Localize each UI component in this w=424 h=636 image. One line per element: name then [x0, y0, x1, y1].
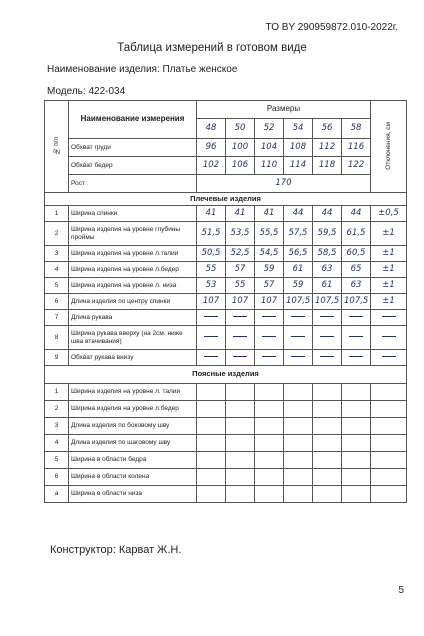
value-cell: 104 [255, 139, 284, 157]
measurement-name: Ширина изделия на уровне л. низа [69, 278, 197, 294]
measurement-name: Ширина в области низа [69, 486, 197, 503]
height-value: 170 [197, 175, 371, 193]
dash-mark [291, 336, 305, 337]
value-cell [284, 486, 313, 503]
value-cell: 58,5 [313, 246, 342, 262]
value-cell: 61 [313, 278, 342, 294]
value-cell [313, 310, 342, 326]
row-number: 3 [45, 418, 69, 435]
value-cell: 59,5 [313, 222, 342, 246]
value-cell: 110 [255, 157, 284, 175]
measurement-name: Ширина в области бедра [69, 452, 197, 469]
dash-mark [291, 316, 305, 317]
value-cell [255, 310, 284, 326]
value-cell: 51,5 [197, 222, 226, 246]
value-cell: 107,5 [342, 294, 371, 310]
size-cell: 56 [313, 119, 342, 139]
value-cell [284, 350, 313, 366]
value-cell: 41 [197, 206, 226, 222]
value-cell: 116 [342, 139, 371, 157]
dash-mark [320, 336, 334, 337]
value-cell [197, 418, 226, 435]
value-cell [313, 486, 342, 503]
value-cell [342, 384, 371, 401]
value-cell: 60,5 [342, 246, 371, 262]
value-cell [284, 469, 313, 486]
value-cell: 107 [226, 294, 255, 310]
table-row [45, 222, 407, 246]
value-cell: 114 [284, 157, 313, 175]
size-cell: 50 [226, 119, 255, 139]
value-cell [226, 486, 255, 503]
table-row [45, 486, 407, 503]
value-cell [255, 435, 284, 452]
table-row [45, 418, 407, 435]
row-number: 5 [45, 452, 69, 469]
measurement-name: Длина рукава [69, 310, 197, 326]
value-cell: 108 [284, 139, 313, 157]
value-cell [255, 326, 284, 350]
measurement-name: Обхват рукава внизу [69, 350, 197, 366]
dash-mark [204, 316, 218, 317]
value-cell: 41 [255, 206, 284, 222]
value-cell [284, 326, 313, 350]
value-cell [255, 418, 284, 435]
dash-mark [291, 356, 305, 357]
value-cell [197, 486, 226, 503]
value-cell [313, 452, 342, 469]
value-cell [255, 469, 284, 486]
value-cell [284, 418, 313, 435]
size-cell: 48 [197, 119, 226, 139]
row-number: 2 [45, 222, 69, 246]
value-cell: 61 [284, 262, 313, 278]
row-number: 1 [45, 384, 69, 401]
value-cell [255, 384, 284, 401]
value-cell: 57,5 [284, 222, 313, 246]
value-cell: 107,5 [313, 294, 342, 310]
value-cell: 53 [197, 278, 226, 294]
deviation-cell: ±1 [371, 246, 407, 262]
value-cell: 118 [313, 157, 342, 175]
dash-mark [262, 356, 276, 357]
section-title: Поясные изделия [45, 366, 407, 384]
value-cell: 57 [255, 278, 284, 294]
value-cell [226, 310, 255, 326]
value-cell [226, 401, 255, 418]
measurement-name: Обхват груди [69, 139, 197, 157]
value-cell [284, 401, 313, 418]
size-cell: 52 [255, 119, 284, 139]
value-cell: 44 [284, 206, 313, 222]
table-row [45, 206, 407, 222]
value-cell [226, 418, 255, 435]
deviation-cell [371, 452, 407, 469]
value-cell [313, 384, 342, 401]
value-cell: 63 [313, 262, 342, 278]
value-cell: 65 [342, 262, 371, 278]
table-row [45, 350, 407, 366]
row-number: 4 [45, 262, 69, 278]
model-number: Модель: 422-034 [47, 86, 126, 97]
dash-mark [320, 356, 334, 357]
value-cell [342, 326, 371, 350]
dash-mark [262, 316, 276, 317]
value-cell [226, 469, 255, 486]
table-row [45, 157, 407, 175]
measurement-name: Рост [69, 175, 197, 193]
dash-mark [382, 316, 396, 317]
deviation-cell: ±1 [371, 294, 407, 310]
value-cell [226, 452, 255, 469]
value-cell [313, 435, 342, 452]
header-deviation: Отклонения, см [371, 101, 407, 193]
value-cell: 106 [226, 157, 255, 175]
value-cell [226, 435, 255, 452]
value-cell: 122 [342, 157, 371, 175]
value-cell: 102 [197, 157, 226, 175]
dash-mark [204, 356, 218, 357]
value-cell [197, 326, 226, 350]
value-cell [313, 469, 342, 486]
value-cell [313, 401, 342, 418]
measurement-name: Ширина изделия на уровне л.бедер [69, 262, 197, 278]
deviation-cell [371, 435, 407, 452]
deviation-cell: ±0,5 [371, 206, 407, 222]
dash-mark [233, 316, 247, 317]
row-number: 6 [45, 294, 69, 310]
value-cell [197, 310, 226, 326]
value-cell [255, 486, 284, 503]
table-row [45, 384, 407, 401]
value-cell: 55 [226, 278, 255, 294]
measurement-name: Ширина изделия на уровне л.бедер [69, 401, 197, 418]
value-cell [342, 418, 371, 435]
dash-mark [382, 336, 396, 337]
table-row [45, 452, 407, 469]
value-cell: 112 [313, 139, 342, 157]
measurement-name: Ширина изделия на уровне л.талии [69, 246, 197, 262]
dash-mark [320, 316, 334, 317]
value-cell: 53,5 [226, 222, 255, 246]
value-cell: 63 [342, 278, 371, 294]
dash-mark [349, 316, 363, 317]
value-cell [342, 452, 371, 469]
measurement-name: Длина изделия по шаговому шву [69, 435, 197, 452]
value-cell: 107,5 [284, 294, 313, 310]
value-cell: 96 [197, 139, 226, 157]
deviation-cell: ±1 [371, 262, 407, 278]
deviation-cell [371, 469, 407, 486]
header-measurement-name: Наименование измерения [69, 101, 197, 139]
value-cell [197, 401, 226, 418]
row-number: 9 [45, 350, 69, 366]
row-number: 4 [45, 435, 69, 452]
row-number: 8 [45, 326, 69, 350]
item-name: Наименование изделия: Платье женское [47, 64, 238, 75]
table-row [45, 139, 407, 157]
value-cell [313, 326, 342, 350]
value-cell: 59 [255, 262, 284, 278]
value-cell [342, 486, 371, 503]
table-row [45, 175, 407, 193]
dash-mark [349, 336, 363, 337]
constructor-signature: Конструктор: Карват Ж.Н. [50, 544, 182, 556]
dash-mark [233, 336, 247, 337]
row-number: 6 [45, 469, 69, 486]
value-cell [313, 350, 342, 366]
value-cell: 44 [313, 206, 342, 222]
measurement-table [44, 100, 407, 503]
measurement-name: Длина изделия по центру спинки [69, 294, 197, 310]
value-cell [197, 435, 226, 452]
measurement-name: Ширина спинки [69, 206, 197, 222]
value-cell: 59 [284, 278, 313, 294]
value-cell: 57 [226, 262, 255, 278]
value-cell: 41 [226, 206, 255, 222]
page-title: Таблица измерений в готовом виде [117, 42, 307, 54]
value-cell [197, 384, 226, 401]
value-cell: 100 [226, 139, 255, 157]
deviation-cell [371, 486, 407, 503]
value-cell: 107 [255, 294, 284, 310]
row-number: 7 [45, 310, 69, 326]
value-cell [284, 310, 313, 326]
row-number: 1 [45, 206, 69, 222]
deviation-cell [371, 350, 407, 366]
measurement-name: Ширина рукава вверху (на 2см. ниже шва втачивания) [69, 326, 197, 350]
value-cell [255, 401, 284, 418]
value-cell [226, 384, 255, 401]
value-cell: 55,5 [255, 222, 284, 246]
deviation-cell [371, 418, 407, 435]
value-cell [197, 469, 226, 486]
row-number: 5 [45, 278, 69, 294]
value-cell [342, 469, 371, 486]
value-cell: 44 [342, 206, 371, 222]
table-row [45, 246, 407, 262]
value-cell: 107 [197, 294, 226, 310]
value-cell [197, 350, 226, 366]
table-row [45, 469, 407, 486]
dash-mark [262, 336, 276, 337]
measurement-name: Обхват бедер [69, 157, 197, 175]
table-row [45, 326, 407, 350]
value-cell: 50,5 [197, 246, 226, 262]
value-cell [284, 384, 313, 401]
value-cell [226, 350, 255, 366]
value-cell [255, 350, 284, 366]
value-cell [342, 401, 371, 418]
measurement-name: Ширина в области колена [69, 469, 197, 486]
value-cell [342, 435, 371, 452]
header-sizes: Размеры [197, 101, 371, 119]
row-number: 2 [45, 401, 69, 418]
value-cell: 52,5 [226, 246, 255, 262]
value-cell: 54,5 [255, 246, 284, 262]
value-cell: 56,5 [284, 246, 313, 262]
row-number: а [45, 486, 69, 503]
value-cell [226, 326, 255, 350]
value-cell: 55 [197, 262, 226, 278]
header-number: № п/п [45, 101, 69, 193]
value-cell [342, 350, 371, 366]
value-cell [284, 452, 313, 469]
deviation-cell [371, 401, 407, 418]
section-title: Плечевые изделия [45, 193, 407, 206]
table-row [45, 310, 407, 326]
dash-mark [349, 356, 363, 357]
table-row [45, 435, 407, 452]
value-cell: 61,5 [342, 222, 371, 246]
deviation-cell [371, 326, 407, 350]
table-row [45, 278, 407, 294]
deviation-cell [371, 310, 407, 326]
deviation-cell [371, 384, 407, 401]
measurement-name: Ширина изделия на уровне л. талии [69, 384, 197, 401]
dash-mark [233, 356, 247, 357]
page-number: 5 [398, 585, 404, 596]
value-cell [197, 452, 226, 469]
value-cell [255, 452, 284, 469]
table-row [45, 294, 407, 310]
measurement-name: Длина изделия по боковому шву [69, 418, 197, 435]
size-cell: 54 [284, 119, 313, 139]
table-row [45, 401, 407, 418]
table-row [45, 262, 407, 278]
measurement-name: Ширина изделия на уровне глубины проймы [69, 222, 197, 246]
deviation-cell: ±1 [371, 278, 407, 294]
value-cell [313, 418, 342, 435]
value-cell [284, 435, 313, 452]
dash-mark [382, 356, 396, 357]
value-cell [342, 310, 371, 326]
dash-mark [204, 336, 218, 337]
size-cell: 58 [342, 119, 371, 139]
deviation-cell: ±1 [371, 222, 407, 246]
document-code: ТО BY 290959872.010-2022г. [265, 22, 398, 33]
row-number: 3 [45, 246, 69, 262]
